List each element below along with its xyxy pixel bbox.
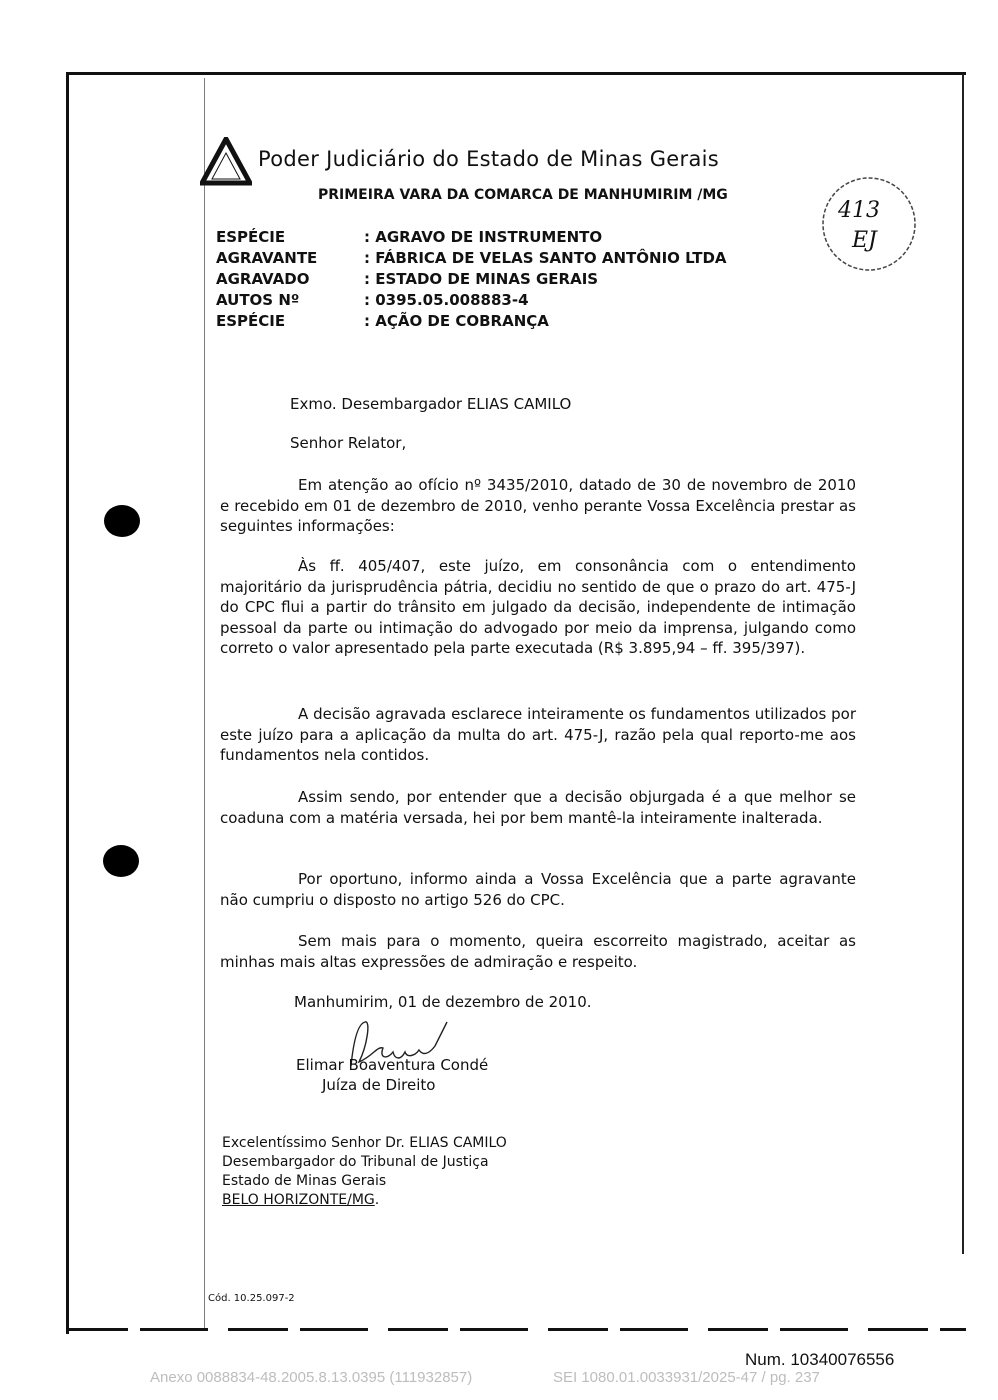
punch-hole-upper <box>104 505 140 537</box>
stamp-number: 413 <box>838 198 880 223</box>
addressee-line: Desembargador do Tribunal de Justiça <box>222 1154 489 1170</box>
case-info-row <box>216 290 727 311</box>
case-info-label: AGRAVADO <box>216 270 310 288</box>
signer-title: Juíza de Direito <box>322 1076 436 1094</box>
signer-name: Elimar Boaventura Condé <box>296 1056 489 1074</box>
addressee-block <box>222 1134 507 1210</box>
frame-inner-line <box>204 78 205 1328</box>
case-info-label: ESPÉCIE <box>216 312 286 330</box>
case-info <box>216 227 727 332</box>
case-info-label: AGRAVANTE <box>216 249 318 267</box>
letter-salutation: Exmo. Desembargador ELIAS CAMILO <box>290 395 572 413</box>
frame-top-border <box>68 72 966 75</box>
form-code: Cód. 10.25.097-2 <box>208 1293 295 1304</box>
page-number-stamp <box>818 172 920 276</box>
case-info-row <box>216 248 727 269</box>
judiciary-logo-icon <box>200 137 252 187</box>
case-info-row <box>216 311 727 332</box>
court-division: PRIMEIRA VARA DA COMARCA DE MANHUMIRIM /MG <box>318 187 728 203</box>
court-name: Poder Judiciário do Estado de Minas Gerais <box>258 147 719 171</box>
frame-left-border <box>66 72 69 1334</box>
case-info-value: : 0395.05.008883-4 <box>364 291 529 309</box>
case-info-row <box>216 227 727 248</box>
case-info-value: : ESTADO DE MINAS GERAIS <box>364 270 599 288</box>
footer-sei-reference: SEI 1080.01.0033931/2025-47 / pg. 237 <box>553 1369 820 1386</box>
addressee-line: Estado de Minas Gerais <box>222 1173 387 1189</box>
case-info-value: : AÇÃO DE COBRANÇA <box>364 312 549 330</box>
case-info-row <box>216 269 727 290</box>
letter-paragraph: Às ff. 405/407, este juízo, em consonância com o entendimento majoritário da jurisprudência pátria, decidiu no sentido de que o prazo do art. 475-J do CPC flui a partir do trânsito em julgado da decisão, independente de intimação pessoal da parte ou intimação do advogado por meio da imprensa, julgando como correto o valor apresentado pela parte executada (R$ 3.895,94 – ff. 395/397). <box>220 557 856 657</box>
addressee-line: Excelentíssimo Senhor Dr. ELIAS CAMILO <box>222 1135 507 1151</box>
stamp-circle-icon <box>818 172 920 276</box>
case-info-value: : FÁBRICA DE VELAS SANTO ANTÔNIO LTDA <box>364 249 727 267</box>
document-number: Num. 10340076556 <box>745 1350 895 1369</box>
addressee-city-period: . <box>374 1192 380 1208</box>
footer-annex-reference: Anexo 0088834-48.2005.8.13.0395 (111932857) <box>150 1369 473 1386</box>
frame-right-border <box>962 74 964 1254</box>
letter-paragraph: Por oportuno, informo ainda a Vossa Excelência que a parte agravante não cumpriu o disposto no artigo 526 do CPC. <box>220 870 856 909</box>
frame-bottom-border <box>68 1328 966 1331</box>
letter-paragraph: Sem mais para o momento, queira escorreito magistrado, aceitar as minhas mais altas expressões de admiração e respeito. <box>220 932 856 971</box>
case-info-label: AUTOS Nº <box>216 291 300 309</box>
case-info-label: ESPÉCIE <box>216 228 286 246</box>
case-info-value: : AGRAVO DE INSTRUMENTO <box>364 228 603 246</box>
letter-paragraph: A decisão agravada esclarece inteiramente os fundamentos utilizados por este juízo para a aplicação da multa do art. 475-J, razão pela qual reporto-me aos fundamentos nela contidos. <box>220 705 856 764</box>
addressee-city-line <box>222 1191 507 1210</box>
stamp-initials: EJ <box>852 228 877 253</box>
punch-hole-lower <box>103 845 139 877</box>
letter-paragraph: Assim sendo, por entender que a decisão objurgada é a que melhor se coaduna com a matéria versada, hei por bem mantê-la inteiramente inalterada. <box>220 788 856 827</box>
place-and-date: Manhumirim, 01 de dezembro de 2010. <box>294 993 592 1011</box>
letter-greeting: Senhor Relator, <box>290 434 407 452</box>
letter-paragraph: Em atenção ao ofício nº 3435/2010, datado de 30 de novembro de 2010 e recebido em 01 de dezembro de 2010, venho perante Vossa Excelência prestar as seguintes informações: <box>220 476 856 535</box>
addressee-city: BELO HORIZONTE/MG <box>222 1192 375 1208</box>
